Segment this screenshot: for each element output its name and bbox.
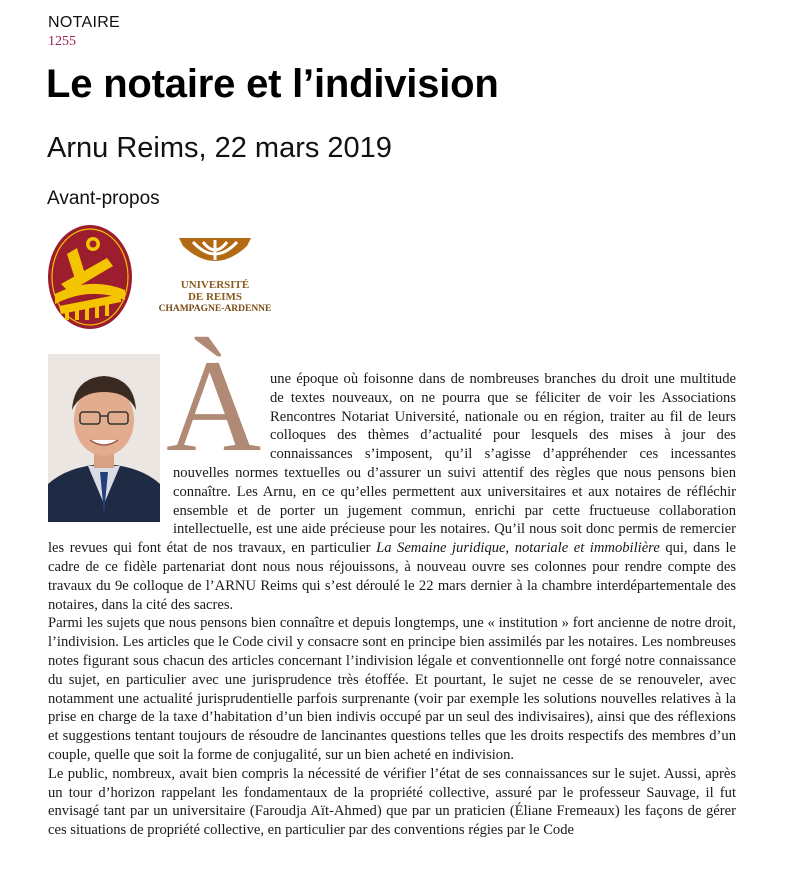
paragraph-1: une époque où foisonne dans de nombreuses branches du droit une multitude de textes nouveaux, on ne pourra que se féliciter de voir les Associations Rencontres Notariat Université, nationale ou en région, traiter au fil de leurs colloques des thèmes d’actualité pour lesquels des mises à jour des connaissances s’imposent, qu’il s’agisse d’appréhender ces incessantes nouvelles normes textuelles ou d’assurer un suivi attentif des règles que nous pensons bien connaître. Les Arnu, en ce qu’elles permettent aux universitaires et aux notaires de réfléchir ensemble et de porter un jugement commun, enrichi par cette fructueuse collaboration intellectuelle, est une aide précieuse pour les notaires. Qu’il nous soit donc permis de remercier les revues qui font état de nos travaux, en particulier La Semaine juridique, notariale et immobilière qui, dans le cadre de ce fidèle partenariat dont nous nous réjouissons, à nouveau ouvre ses colonnes pour rendre compte des travaux du 9e colloque de l’ARNU Reims qui s’est déroulé le 22 mars dernier à la chambre interdépartementale des notaires, dans la cité des sacres. xyxy=(48,371,736,613)
issue-number: 1255 xyxy=(48,34,76,49)
university-emblem-icon xyxy=(175,236,255,274)
text-wrap-spacer xyxy=(48,370,270,461)
university-name-line3: CHAMPAGNE-ARDENNE xyxy=(158,304,272,314)
text-wrap-spacer xyxy=(48,461,173,521)
paragraph-3: Le public, nombreux, avait bien compris la nécessité de vérifier l’état de ses connaissances sur le sujet. Aussi, après un tour d’horizon rappelant les fondamentaux de la propriété collective, assuré par le professeur Sauvage, il fut envisagé tant par un universitaire (Faroudja Aït-Ahmed) que par un praticien (Éliane Fremeaux) les façons de gérer ces situations de propriété collective, en particulier par des conventions régies par le Code xyxy=(48,765,736,839)
university-name-line2: DE REIMS xyxy=(187,291,243,303)
notaires-logo xyxy=(47,224,133,335)
page-title: Le notaire et l’indivision xyxy=(46,62,499,106)
paragraph-2: Parmi les sujets que nous pensons bien connaître et depuis longtemps, une « institution » fort ancienne de notre droit, l’indivision. Les articles que le Code civil y consacre sont en principe bien assimilés par les notaires. Les nombreuses notes figurant sous chacun des articles concernant l’indivision légale et conventionnelle ont forgé notre connaissance du sujet, en particulier avec une jurisprudence très étoffée. Et pourtant, le sujet ne cesse de se renouveler, avec notamment une actualité jurisprudentielle parfois surprenante (voir par exemple les solutions nouvelles relatives à la prise en charge de la taxe d’habitation d’un bien indivis occupé par un seul des indivisaires), ainsi que des réflexions et suggestions tentant toujours de résoudre de lancinantes questions telles que les droits respectifs des membres d’un couple, quelle que soit la forme de conjugalité, sur un bien acheté en indivision. xyxy=(48,615,736,763)
section-heading: Avant-propos xyxy=(47,188,160,209)
drop-cap: À xyxy=(166,332,262,479)
university-logo xyxy=(150,236,280,315)
page-subtitle: Arnu Reims, 22 mars 2019 xyxy=(47,132,392,164)
section-label: NOTAIRE xyxy=(48,14,121,31)
article-body xyxy=(48,370,736,840)
university-name-line1: UNIVERSITÉ xyxy=(180,279,250,291)
